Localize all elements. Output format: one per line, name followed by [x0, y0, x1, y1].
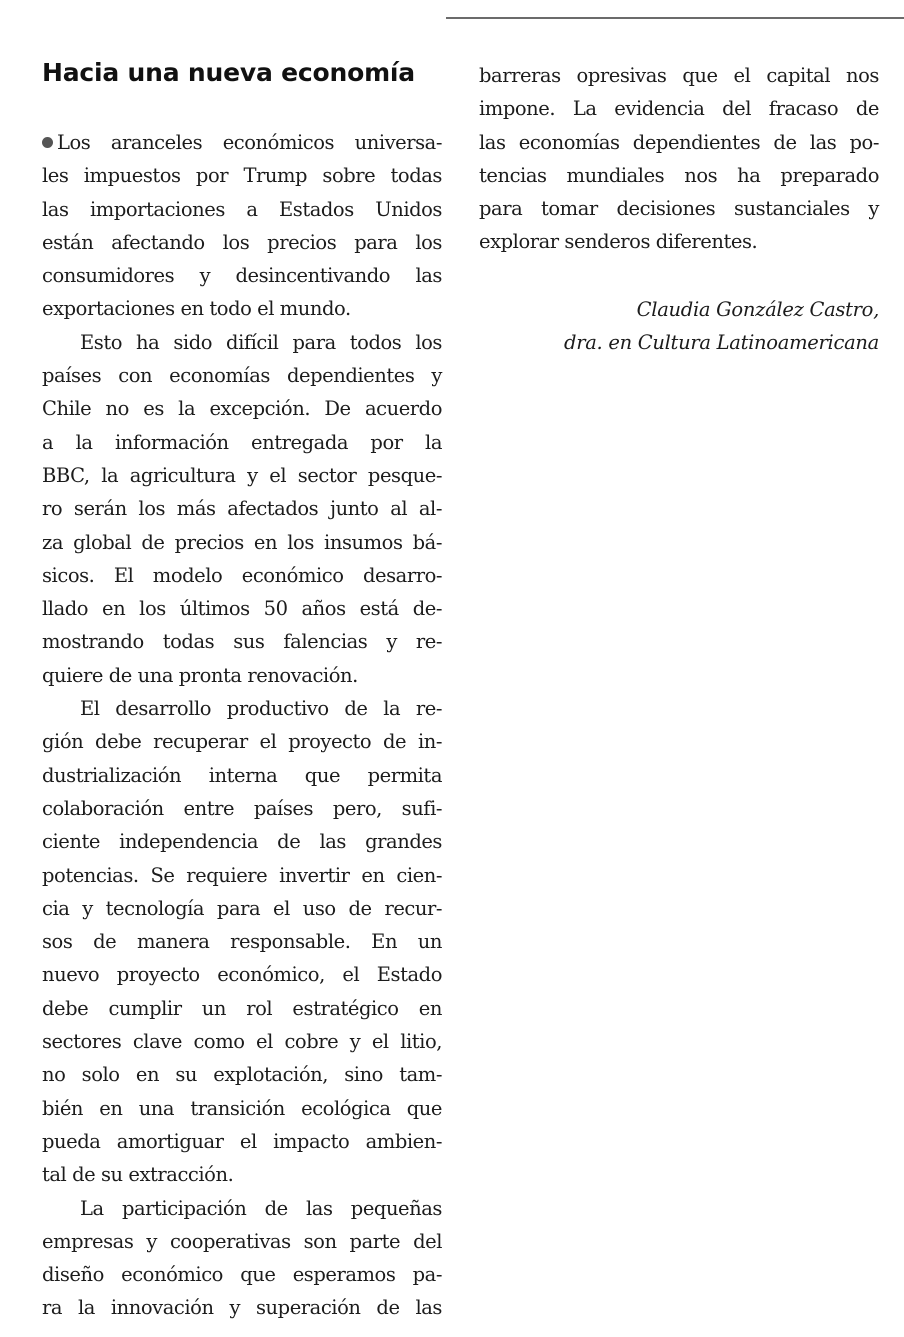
article-headline: Hacia una nueva economía — [42, 58, 415, 87]
paragraph-line: les impuestos por Trump sobre todas — [42, 164, 442, 188]
paragraph-line: las importaciones a Estados Unidos — [42, 197, 442, 221]
paragraph-line: sos de manera responsable. En un — [42, 930, 442, 954]
paragraph-line: las economías dependientes de las po- — [479, 130, 879, 154]
paragraph-line: tal de su extracción. — [42, 1163, 234, 1187]
paragraph-line: impone. La evidencia del fracaso de — [479, 97, 879, 121]
paragraph-line: Chile no es la excepción. De acuerdo — [42, 397, 442, 421]
paragraph-line: están afectando los precios para los — [42, 230, 442, 254]
author-signature — [459, 293, 879, 360]
right-column — [479, 59, 879, 259]
paragraph-line: nuevo proyecto económico, el Estado — [42, 963, 442, 987]
paragraph-line: debe cumplir un rol estratégico en — [42, 996, 442, 1020]
paragraph-line: Esto ha sido difícil para todos los — [80, 330, 442, 354]
paragraph-line: potencias. Se requiere invertir en cien- — [42, 863, 442, 887]
paragraph-line: sicos. El modelo económico desarro- — [42, 563, 442, 587]
paragraph-line: para tomar decisiones sustanciales y — [479, 197, 879, 221]
paragraph-line: dustrialización interna que permita — [42, 763, 442, 787]
top-rule — [446, 17, 904, 19]
paragraph-line: no solo en su explotación, sino tam- — [42, 1063, 442, 1087]
paragraph-line: La participación de las pequeñas — [80, 1196, 442, 1220]
paragraph-line: diseño económico que esperamos pa- — [42, 1263, 442, 1287]
paragraph-line: barreras opresivas que el capital nos — [479, 64, 879, 87]
author-name: Claudia González Castro, — [636, 298, 879, 321]
paragraph-line: gión debe recuperar el proyecto de in- — [42, 730, 442, 754]
paragraph-line: Los aranceles económicos universa- — [42, 126, 442, 159]
paragraph-line: explorar senderos diferentes. — [479, 230, 758, 254]
paragraph-line: El desarrollo productivo de la re- — [80, 697, 442, 721]
paragraph-line: países con economías dependientes y — [42, 364, 442, 388]
paragraph-line: pueda amortiguar el impacto ambien- — [42, 1129, 442, 1153]
paragraph-line: za global de precios en los insumos bá- — [42, 530, 442, 554]
paragraph-line: ciente independencia de las grandes — [42, 830, 442, 854]
paragraph-line: quiere de una pronta renovación. — [42, 663, 358, 687]
paragraph-line: cia y tecnología para el uso de recur- — [42, 896, 442, 920]
paragraph-line: empresas y cooperativas son parte del — [42, 1229, 442, 1253]
paragraph-line: mostrando todas sus falencias y re- — [42, 630, 442, 654]
paragraph-line: BBC, la agricultura y el sector pesque- — [42, 463, 442, 487]
paragraph-line: ro serán los más afectados junto al al- — [42, 497, 442, 521]
paragraph-line: consumidores y desincentivando las — [42, 264, 442, 288]
paragraph-line: llado en los últimos 50 años está de- — [42, 597, 442, 621]
paragraph-line: sectores clave como el cobre y el litio, — [42, 1030, 442, 1054]
bullet-icon — [42, 137, 53, 148]
paragraph-line: bién en una transición ecológica que — [42, 1096, 442, 1120]
left-column — [42, 126, 442, 1325]
paragraph-line: ra la innovación y superación de las — [42, 1296, 442, 1320]
paragraph-line: a la información entregada por la — [42, 430, 442, 454]
paragraph-line: tencias mundiales nos ha preparado — [479, 163, 879, 187]
author-title: dra. en Cultura Latinoamericana — [564, 331, 879, 355]
paragraph-line: colaboración entre países pero, sufi- — [42, 796, 442, 820]
paragraph-line: exportaciones en todo el mundo. — [42, 297, 351, 321]
